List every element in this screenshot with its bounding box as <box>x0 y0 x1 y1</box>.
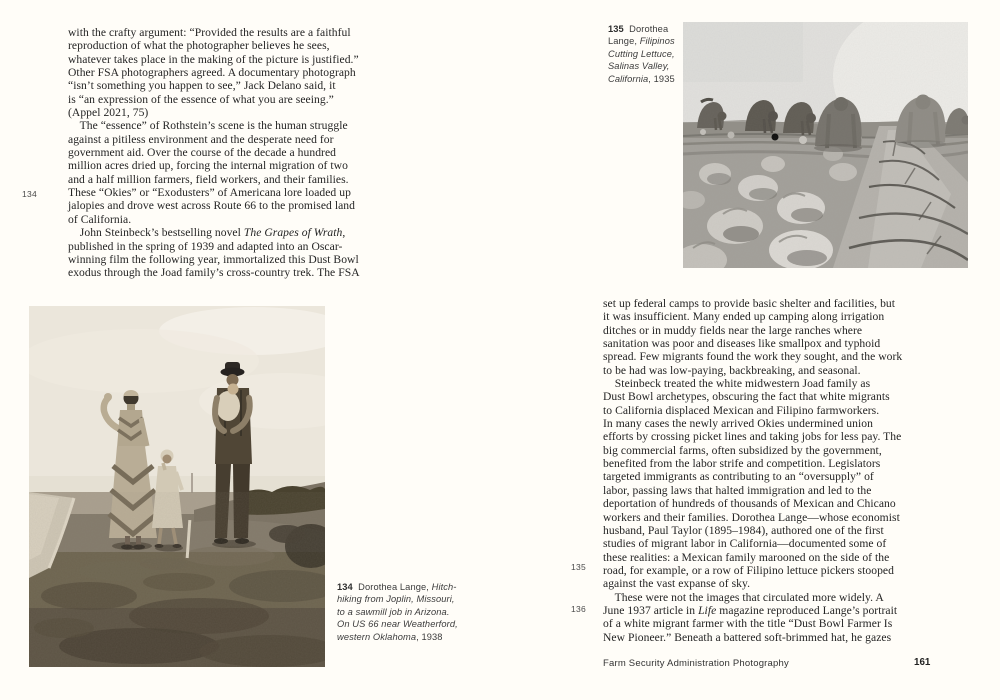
running-footer-title: Farm Security Administration Photography <box>603 658 789 669</box>
page-number: 161 <box>914 657 931 668</box>
film-grain <box>29 492 325 667</box>
figure-reference-134: 134 <box>22 189 38 199</box>
sky <box>29 306 325 496</box>
figure-reference-135: 135 <box>571 562 587 572</box>
film-grain <box>683 22 968 268</box>
photo-hitchhiking-family <box>29 306 325 667</box>
caption-figure-134: 134 Dorothea Lange, Hitch- hiking from Joplin, Missouri, to a sawmill job in Arizona. On US 66 near Weatherford, western Oklahoma, 1938 <box>337 582 458 642</box>
figure-reference-136: 136 <box>571 604 587 614</box>
left-page-body-text: with the crafty argument: “Provided the results are a faithful reproduction of what the photographer believes he sees, whatever takes place in the making of the picture is justified.” Other FSA photographers agreed. A documentary photograph “isn’t something you happen to see,” Jack Delano said, it is “an expression of the essence of what you are seeing.” (Appel 2021, 75) The “essence” of Rothstein’s scene is the human struggle against a pitiless environment and the desperate need for government aid. Over the course of the decade a hundred million acres dried up, forcing the internal migration of two and a half million farmers, field workers, and their families. These “Okies” or “Exodusters” of Americana lore loaded up jalopies and drove west across Route 66 to the promised land of California. John Steinbeck’s bestselling novel The Grapes of Wrath, published in the spring of 1939 and adapted into an Oscar- winning film the following year, immortalized this Dust Bowl exodus through the Joad family’s cross-country trek. The FSA <box>68 26 360 280</box>
photo-lettuce-pickers <box>683 22 968 268</box>
right-page-body-text: set up federal camps to provide basic shelter and facilities, but it was insufficient. Many ended up camping along irrigation ditches or in muddy fields near the large ranches where sanitation was poor and diseases like smallpox and typhoid spread. Few migrants found the work they sought, and the work to be had was low-paying, backbreaking, and seasonal. Steinbeck treated the white midwestern Joad family as Dust Bowl archetypes, obscuring the fact that white migrants to California displaced Mexican and Filipino farmworkers. In many cases the newly arrived Okies undermined union efforts by crossing picket lines and taking jobs for less pay. The big commercial farms, often subsidized by the government, benefited from the labor strife and competition. Legislators targeted immigrants as contributing to an “oversupply” of labor, passing laws that halted immigration and led to the deportation of hundreds of thousands of Mexican and Chicano workers and their families. Dorothea Lange—whose economist husband, Paul Taylor (1895–1984), authored one of the first studies of migrant labor in California—documented some of these realities: a Mexican family marooned on the side of the road, for example, or a row of Filipino lettuce pickers stooped against the vast expanse of sky. These were not the images that circulated more widely. A June 1937 article in Life magazine reproduced Lange’s portrait of a white migrant farmer with the title “Dust Bowl Farmer Is New Pioneer.” Beneath a battered soft-brimmed hat, he gazes <box>603 297 903 644</box>
caption-figure-135: 135 Dorothea Lange, Filipinos Cutting Lettuce, Salinas Valley, California, 1935 <box>608 24 675 84</box>
